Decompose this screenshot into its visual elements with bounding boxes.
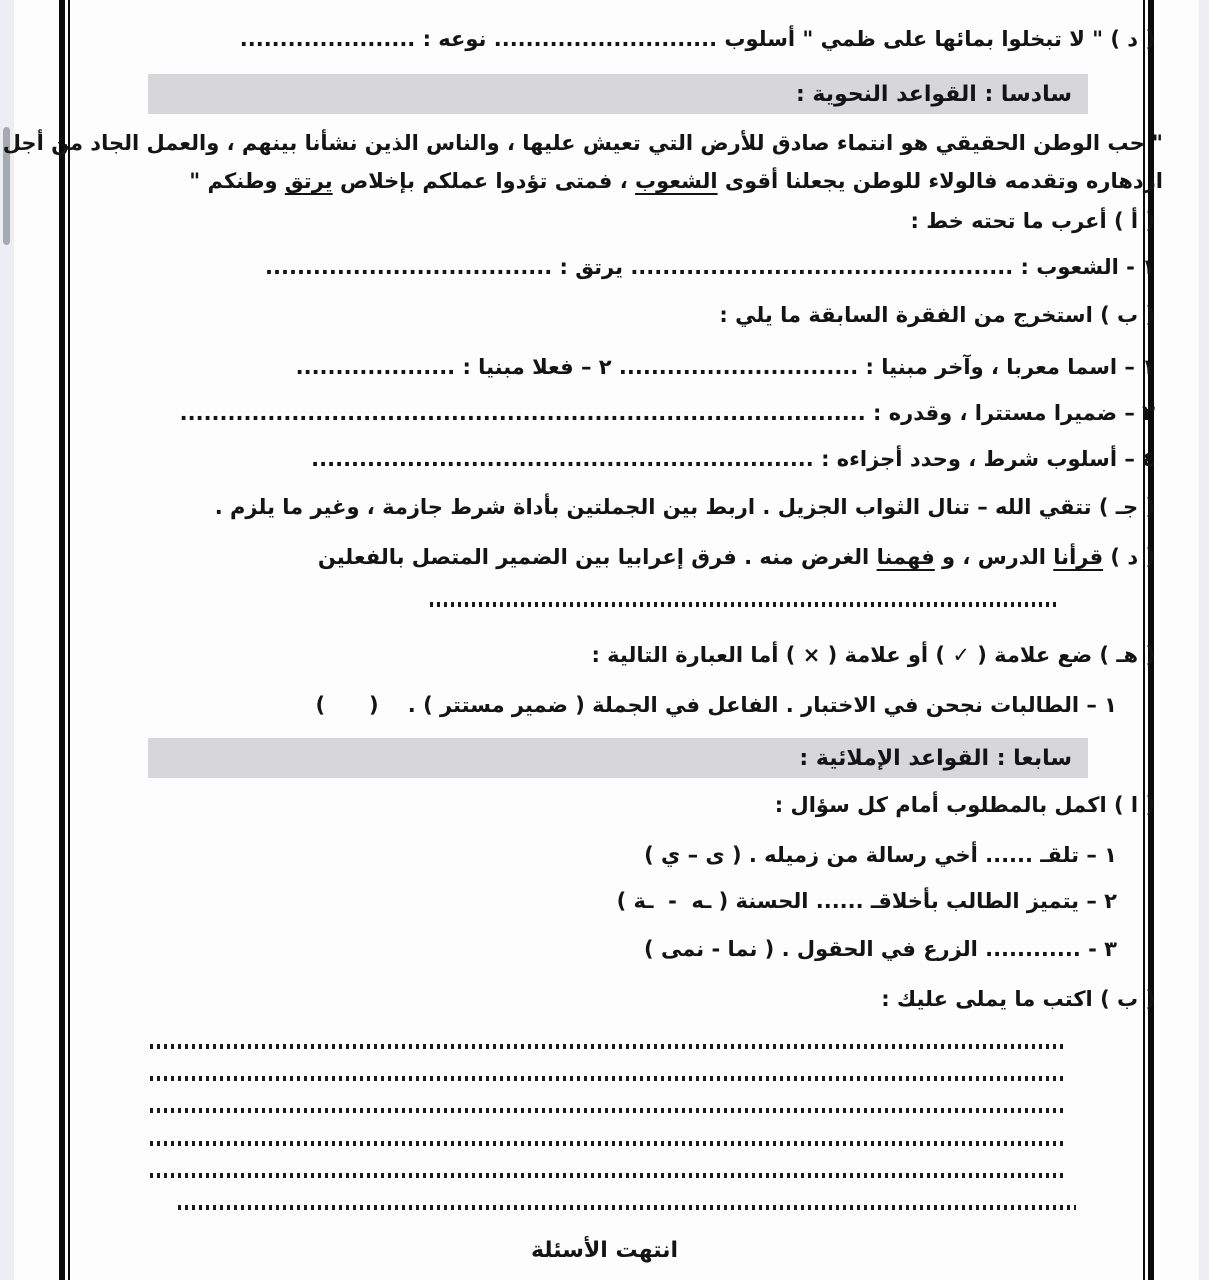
dotted-writing-line-5 (150, 1173, 1065, 1178)
underlined-word-alshuub: الشعوب (635, 169, 718, 193)
end-of-questions: انتهت الأسئلة (530, 1238, 679, 1263)
dictation-part-b-prompt: ( ب ) اكتب ما يملى عليك : (881, 987, 1155, 1011)
part-d-post: الغرض منه . فرق إعرابيا بين الضمير المتصل بالفعلين (317, 545, 877, 569)
part-b-item-3: ٤ – أسلوب شرط ، وحدد أجزاءه : ............................................................... (311, 447, 1155, 471)
passage-line-2-pre: ازدهاره وتقدمه فالولاء للوطن يجعلنا أقوى (717, 169, 1163, 193)
part-e-item-1: ١ – الطالبات نجحن في الاختبار . الفاعل في الجملة ( ضمير مستتر ) . ( ) (315, 693, 1117, 717)
section-header-dictation-title: سابعا : القواعد الإملائية : (799, 745, 1072, 771)
dotted-answer-line (430, 602, 1058, 607)
part-b-item-2: ٣ – ضميرا مستترا ، وقدره : ...................................................................................... (179, 401, 1155, 425)
dotted-writing-line-6 (178, 1205, 1076, 1210)
dictation-part-a-prompt: ( ا ) اكمل بالمطلوب أمام كل سؤال : (774, 793, 1155, 817)
page-border-left-thin (68, 0, 70, 1280)
dictation-item-2: ٢ – يتميز الطالب بأخلاقـ ...... الحسنة ( ـه - ـة ) (616, 889, 1117, 913)
underlined-word-qarana: قرأنا (1053, 545, 1104, 569)
dictation-item-3: ٣ - ............ الزرع في الحقول . ( نما - نمى ) (644, 937, 1117, 961)
section-header-grammar-title: سادسا : القواعد النحوية : (795, 81, 1072, 107)
passage-line-2 (189, 164, 1163, 198)
part-a-item-1: ١ - الشعوب : ................................................ يرتق : .................................... (265, 255, 1155, 279)
page-border-left-thick (59, 0, 65, 1280)
part-c-prompt: ( جـ ) تتقي الله – تنال الثواب الجزيل . اربط بين الجملتين بأداة شرط جازمة ، وغير ما يلزم . (214, 495, 1155, 519)
passage-line-2-post: وطنكم " (189, 169, 285, 193)
passage-line-2-mid: ، فمتى تؤدوا عملكم بإخلاص (332, 169, 635, 193)
underlined-word-yartaq: يرتق (284, 169, 333, 193)
question-d-line: ( د ) " لا تبخلوا بمائها على ظمي " أسلوب ............................ نوعه : ...................... (239, 27, 1155, 51)
dictation-item-1: ١ – تلقـ ...... أخي رسالة من زميله . ( ى – ي ) (644, 843, 1117, 867)
dotted-writing-line-1 (150, 1044, 1065, 1049)
underlined-word-fahimna: فهمنا (876, 545, 935, 569)
part-a-prompt: ( أ ) أعرب ما تحته خط : (910, 209, 1155, 233)
part-e-prompt: ( هـ ) ضع علامة ( ✓ ) أو علامة ( × ) أما العبارة التالية : (591, 643, 1155, 667)
part-d-prompt (318, 540, 1155, 574)
part-d-mid: الدرس ، و (934, 545, 1054, 569)
dotted-writing-line-4 (150, 1141, 1065, 1146)
dotted-writing-line-2 (150, 1076, 1065, 1081)
viewer-right-gutter (1199, 0, 1209, 1280)
passage-line-1: " حب الوطن الحقيقي هو انتماء صادق للأرض التي تعيش عليها ، والناس الذين نشأنا بينهم ، والعمل الجاد من أجل (2, 131, 1163, 155)
part-b-item-1: ١ – اسما معربا ، وآخر مبنيا : .............................. ٢ – فعلا مبنيا : .................... (295, 355, 1155, 379)
dotted-writing-line-3 (150, 1108, 1065, 1113)
section-header-dictation (148, 738, 1088, 778)
part-b-prompt: ( ب ) استخرج من الفقرة السابقة ما يلي : (719, 303, 1155, 327)
part-d-pre: ( د ) (1103, 545, 1155, 569)
section-header-grammar (148, 74, 1088, 114)
